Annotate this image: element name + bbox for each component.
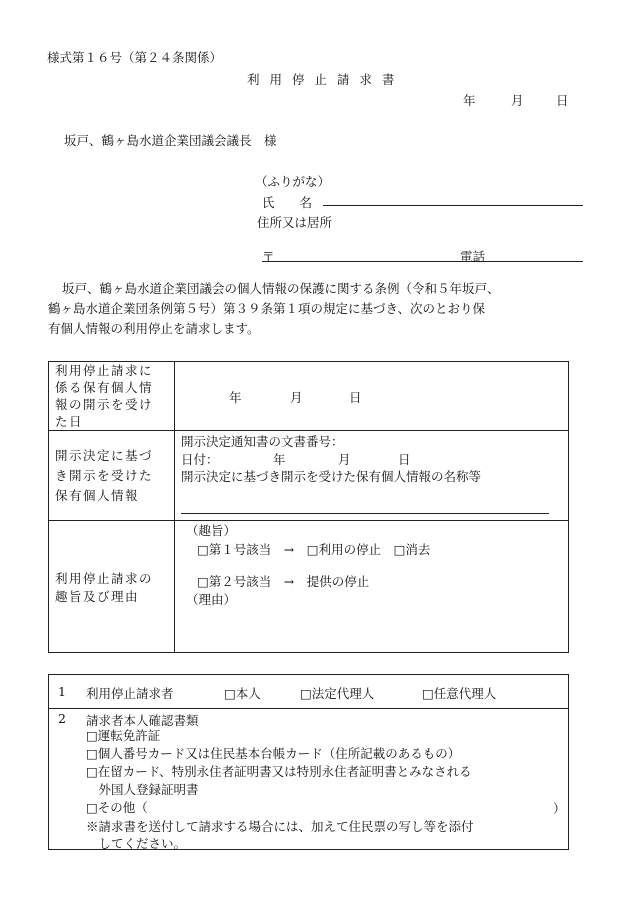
row2-label-line: 保有個人情報	[55, 488, 140, 503]
info-name-underline[interactable]	[181, 513, 549, 514]
row2-label-line: 開示決定に基づ	[55, 448, 154, 463]
address-underline[interactable]	[262, 261, 583, 262]
name-label: 氏 名	[262, 195, 313, 210]
form-number: 様式第１６号（第２４条関係）	[47, 50, 223, 65]
other-close-paren: ）	[553, 801, 566, 816]
note-line-1: ※請求書を送付して請求する場合には、加えて住民票の写し等を添付	[86, 819, 474, 834]
id-doc-item[interactable]: □運転免許証	[86, 728, 161, 743]
intro-paragraph	[48, 279, 588, 339]
table-divider	[174, 361, 175, 653]
row2-month[interactable]: 月	[338, 452, 351, 467]
doc-number-label: 開示決定通知書の文書番号：	[181, 434, 344, 449]
intro-line: 坂戸、鶴ヶ島水道企業団議会の個人情報の保護に関する条例（令和５年坂戸、	[62, 281, 500, 296]
section1-label: 利用停止請求者	[86, 686, 174, 701]
option-legal-agent[interactable]: □法定代理人	[300, 686, 375, 701]
row1-day[interactable]: 日	[349, 390, 362, 405]
address-label: 住所又は居所	[257, 215, 333, 230]
row2-label-line: き開示を受けた	[55, 468, 154, 483]
id-doc-list	[86, 727, 472, 817]
option-voluntary-agent[interactable]: □任意代理人	[422, 686, 497, 701]
row2-date-label: 日付：	[181, 452, 219, 467]
row1-year[interactable]: 年	[229, 390, 242, 405]
id-doc-item[interactable]: □個人番号カード又は住民基本台帳カード（住所記載のあるもの）	[86, 746, 461, 761]
date-year-label: 年	[463, 93, 476, 108]
table2-row-divider	[48, 708, 569, 709]
row3-label-line: 趣旨及び理由	[55, 589, 140, 604]
postal-mark: 〒	[262, 249, 275, 264]
row1-month[interactable]: 月	[290, 390, 303, 405]
table-row-divider	[48, 430, 569, 431]
table-row-divider	[48, 520, 569, 521]
row1-label-line: 係る保有個人情	[55, 380, 154, 395]
row1-label	[55, 362, 153, 430]
section2-label: 請求者本人確認書類	[86, 713, 199, 728]
row3-label	[55, 570, 153, 606]
date-month-label: 月	[511, 93, 524, 108]
addressee: 坂戸、鶴ヶ島水道企業団議会議長 様	[64, 133, 277, 148]
name-underline[interactable]	[323, 205, 583, 206]
row2-year[interactable]: 年	[273, 452, 286, 467]
purpose-item-1[interactable]: □第１号該当 → □利用の停止 □消去	[197, 542, 431, 557]
row1-label-line: 利用停止請求に	[55, 363, 154, 378]
row3-label-line: 利用停止請求の	[55, 571, 154, 586]
section1-number: 1	[58, 684, 66, 699]
row1-label-line: た日	[55, 414, 84, 429]
reason-label: （理由）	[186, 592, 237, 607]
page-title: 利 用 停 止 請 求 書	[247, 72, 398, 87]
phone-label: 電話	[460, 249, 486, 264]
info-name-label: 開示決定に基づき開示を受けた保有個人情報の名称等	[181, 469, 482, 484]
furigana-label: （ふりがな）	[255, 174, 331, 189]
id-doc-item: 外国人登録証明書	[86, 782, 199, 797]
option-self[interactable]: □本人	[224, 686, 261, 701]
id-doc-item[interactable]: □その他（	[86, 800, 148, 815]
date-day-label: 日	[556, 93, 569, 108]
row2-label	[55, 446, 153, 506]
row2-day[interactable]: 日	[398, 452, 411, 467]
purpose-label: （趣旨）	[186, 523, 237, 538]
intro-line: 鶴ヶ島水道企業団条例第５号）第３９条第１項の規定に基づき、次のとおり保	[48, 301, 486, 316]
section2-number: 2	[58, 711, 66, 726]
id-doc-item[interactable]: □在留カード、特別永住者証明書又は特別永住者証明書とみなされる	[86, 764, 472, 779]
intro-line: 有個人情報の利用停止を請求します。	[48, 321, 260, 336]
row1-label-line: 報の開示を受け	[55, 397, 154, 412]
note-line-2: してください。	[86, 836, 187, 851]
purpose-item-2[interactable]: □第２号該当 → 提供の停止	[197, 574, 370, 589]
